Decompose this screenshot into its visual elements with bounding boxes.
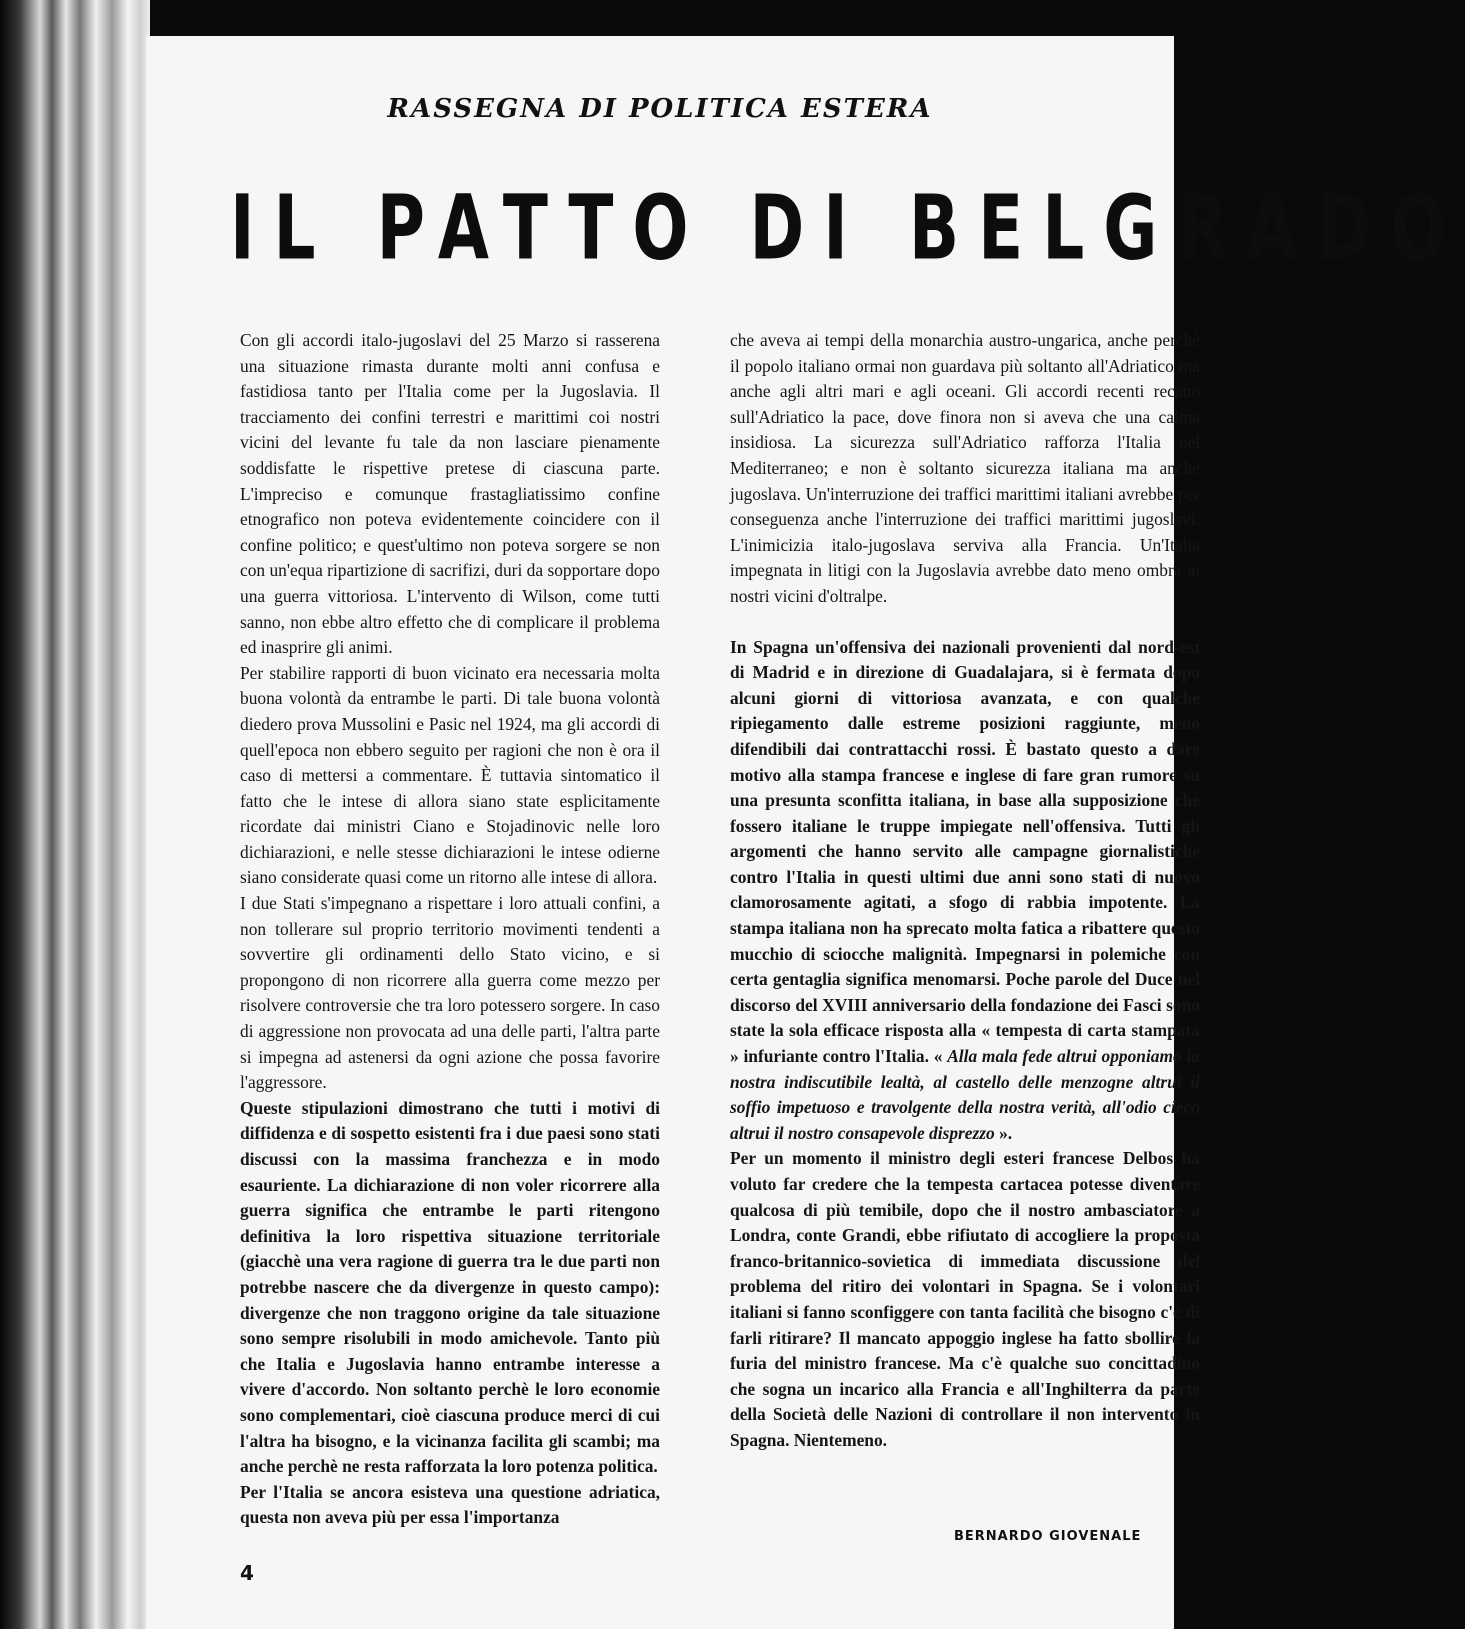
book-binding-edge [0,0,150,1629]
section-rubric: RASSEGNA DI POLITICA ESTERA [387,94,933,124]
quote-close: ». [994,1122,1013,1143]
paragraph: Per l'Italia se ancora esisteva una questione adriatica, questa non aveva più per essa l'importanza [240,1481,660,1528]
duce-quote: Alla mala fede altrui opponiamo la nostra indiscutibile lealtà, al castello delle menzogne altrui il soffio impetuoso e travolgente della nostra verità, all'odio cieco altrui il nostro consapevole disprezzo [730,1046,1200,1143]
paragraph: Con gli accordi italo-jugoslavi del 25 Marzo si rasserena una situazione rimasta durante molti anni confusa e fastidiosa tanto per l'Italia come per la Jugoslavia. Il tracciamento dei confini terrestri e marittimi coi nostri vicini del levante fu tale da non lasciare pienamente soddisfatte le rispettive pretese di ciascuna parte. L'impreciso e comunque frastagliatissimo confine etnografico non poteva evidentemente coincidere con il confine politico; e quest'ultimo non poteva sorgere se non con un'equa ripartizione di sacrifizi, duri da sopportare dopo una guerra vittoriosa. L'intervento di Wilson, come tutti sanno, non ebbe altro effetto che di complicare il problema ed inasprire gli animi. [240,330,660,658]
paragraph: Per stabilire rapporti di buon vicinato era necessaria molta buona volontà da entrambe le parti. Di tale buona volontà diedero prova Mussolini e Pasic nel 1924, ma gli accordi di quell'epoca non ebbero seguito per ragioni che non è ora il caso di mettersi a commentare. È tuttavia sintomatico il fatto che le intese di allora siano state esplicitamente ricordate dai ministri Ciano e Stojadinovic nelle loro dichiarazioni, e nelle stesse dichiarazioni le intese odierne siano considerate quasi come un ritorno alle intese di allora. [240,662,660,888]
paragraph: I due Stati s'impegnano a rispettare i loro attuali confini, a non tollerare sul proprio territorio movimenti tendenti a sovvertire gli ordinamenti dello Stato vicino, e si propongono di non ricorrere alla guerra come mezzo per risolvere controversie che tra loro potessero sorgere. In caso di aggressione non provocata ad una delle parti, l'altra parte si impegna ad astenersi da ogni azione che possa favorire l'aggressore. [240,893,660,1093]
author-signature: BERNARDO GIOVENALE [954,1529,1142,1544]
paragraph: che aveva ai tempi della monarchia austro-ungarica, anche perchè il popolo italiano ormai non guardava più soltanto all'Adriatico ma anche agli altri mari e agli oceani. Gli accordi recenti recano sull'Adriatico la pace, dove finora non si aveva che una calma insidiosa. La sicurezza sull'Adriatico rafforza l'Italia nel Mediterraneo; e non è soltanto sicurezza italiana ma anche jugoslava. Un'interruzione dei traffici marittimi italiani avrebbe per conseguenza anche l'interruzione dei traffici marittimi jugoslavi. L'inimicizia italo-jugoslava serviva alla Francia. Un'Italia impegnata in litigi con la Jugoslavia avrebbe dato meno ombra ai nostri vicini d'oltralpe. [730,330,1200,606]
article-headline: IL PATTO DI BELGRADO [230,176,1465,280]
paragraph-spain [730,635,1200,1147]
paragraph-text: In Spagna un'offensiva dei nazionali provenienti dal nord-est di Madrid e in direzione di Guadalajara, si è fermata dopo alcuni giorni di vittoriosa avanzata, e con qualche ripiegamento dalle estreme posizioni raggiunte, meno difendibili dai contrattacchi rossi. È bastato questo a dare motivo alla stampa francese e inglese di fare gran rumore su una presunta sconfitta italiana, in base alla supposizione che fossero italiane le truppe impiegate nell'offensiva. Tutti gli argomenti che hanno servito alle campagne giornalistiche contro l'Italia in questi ultimi due anni sono stati di nuovo clamorosamente agitati, a sfogo di rabbia impotente. La stampa italiana non ha sprecato molta fatica a ribattere questo mucchio di sciocche malignità. Impegnarsi in polemiche con certa gentaglia significa menomarsi. Poche parole del Duce nel discorso del XVIII anniversario della fondazione dei Fasci sono state la sola efficace risposta alla « tempesta di carta stampata » infuriante contro l'Italia. « [730,636,1200,1067]
paragraph: Queste stipulazioni dimostrano che tutti i motivi di diffidenza e di sospetto esistenti fra i due paesi sono stati discussi con la massima franchezza e in modo esauriente. La dichiarazione di non voler ricorrere alla guerra significa che entrambe le parti ritengono definitiva la loro rispettiva situazione territoriale (giacchè una vera ragione di guerra tra le due parti non potrebbe nascere che da divergenze in questo campo): divergenze che non traggono origine da tale situazione sono sempre risolubili in modo amichevole. Tanto più che Italia e Jugoslavia hanno entrambe interesse a vivere d'accordo. Non soltanto perchè le loro economie sono complementari, cioè ciascuna produce merci di cui l'altra ha bisogno, e la vicinanza facilita gli scambi; ma anche perchè ne resta rafforzata la loro potenza politica. [240,1097,660,1477]
right-column [730,328,1200,1454]
page-number: 4 [240,1561,254,1585]
magazine-page [146,36,1465,1629]
left-column [240,328,660,1531]
paragraph: Per un momento il ministro degli esteri francese Delbos ha voluto far credere che la tempesta cartacea potesse diventare qualcosa di più temibile, dopo che il nostro ambasciatore a Londra, conte Grandi, ebbe rifiutato di accogliere la proposta franco-britannico-sovietica di immediata discussione del problema del ritiro dei volontari in Spagna. Se i volontari italiani si fanno sconfiggere con tanta facilità che bisogno c'è di farli ritirare? Il mancato appoggio inglese ha fatto sbollire la furia del ministro francese. Ma c'è qualche suo concittadino che sogna un incarico alla Francia e all'Inghilterra da parte della Società delle Nazioni di controllare il non intervento in Spagna. Nientemeno. [730,1148,1200,1450]
